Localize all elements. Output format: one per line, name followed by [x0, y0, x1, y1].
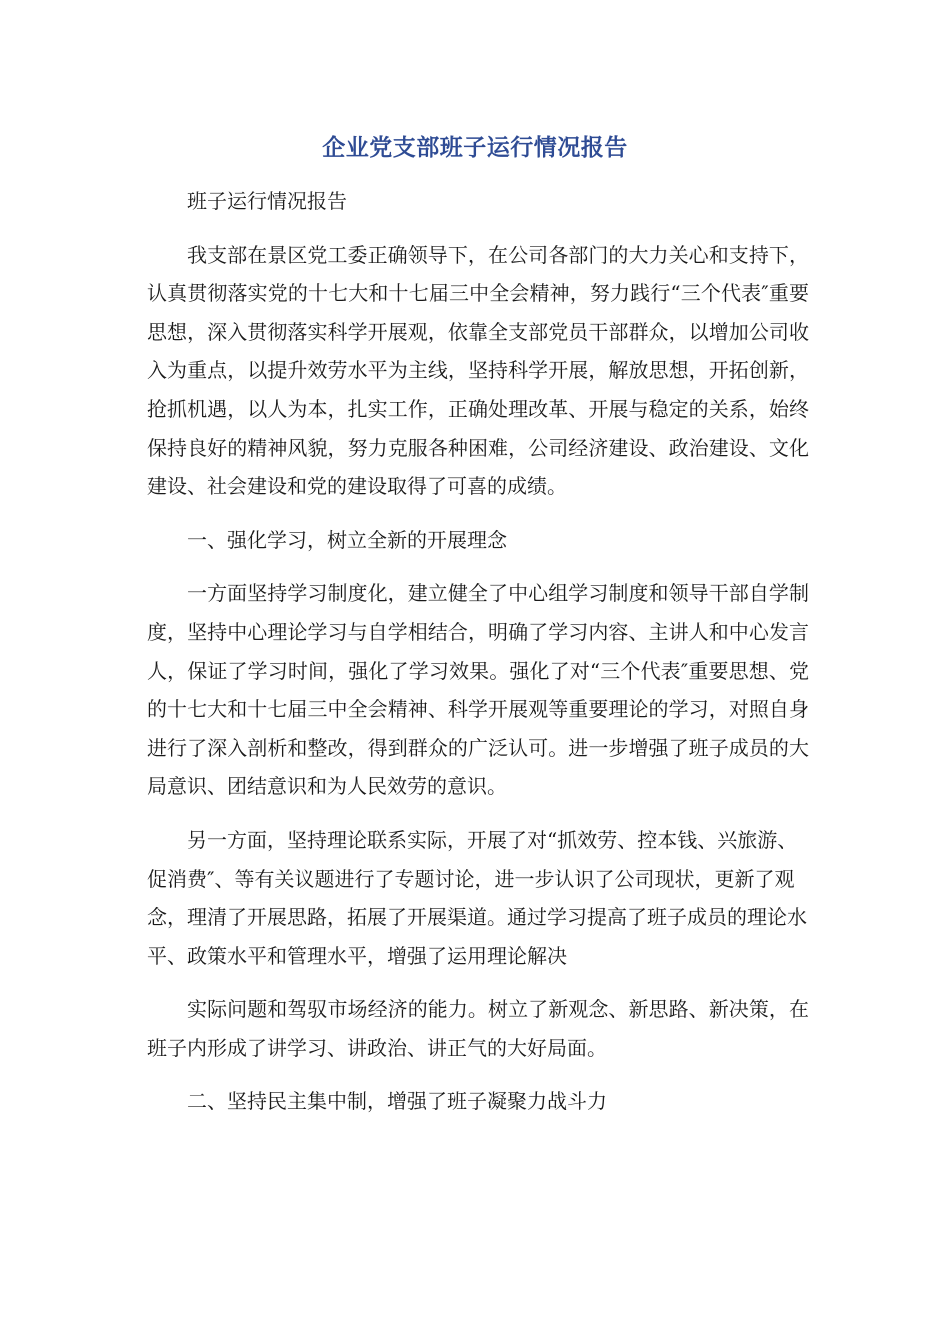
body-paragraph: 实际问题和驾驭市场经济的能力。树立了新观念、新思路、新决策，在班子内形成了讲学习、讲政治、讲正气的大好局面。 [147, 997, 809, 1060]
document-title: 企业党支部班子运行情况报告 [322, 135, 628, 161]
body-paragraph: 一方面坚持学习制度化，建立健全了中心组学习制度和领导干部自学制度，坚持中心理论学习与自学相结合，明确了学习内容、主讲人和中心发言人，保证了学习时间，强化了学习效果。强化了对“三个代表″重要思想、党的十七大和十七届三中全会精神、科学开展观等重要理论的学习，对照自身进行了深入剖析和整改，得到群众的广泛认可。进一步增强了班子成员的大局意识、团结意识和为人民效劳的意识。 [147, 581, 809, 799]
intro-paragraph: 我支部在景区党工委正确领导下，在公司各部门的大力关心和支持下，认真贯彻落实党的十七大和十七届三中全会精神，努力践行“三个代表″重要思想，深入贯彻落实科学开展观，依靠全支部党员干部群众，以增加公司收入为重点，以提升效劳水平为主线，坚持科学开展，解放思想，开拓创新，抢抓机遇，以人为本，扎实工作，正确处理改革、开展与稳定的关系，始终保持良好的精神风貌，努力克服各种困难，公司经济建设、政治建设、文化建设、社会建设和党的建设取得了可喜的成绩。 [147, 242, 809, 499]
body-paragraph: 另一方面，坚持理论联系实际，开展了对“抓效劳、控本钱、兴旅游、促消费″、等有关议题进行了专题讨论，进一步认识了公司现状，更新了观念，理清了开展思路，拓展了开展渠道。通过学习提高了班子成员的理论水平、政策水平和管理水平，增强了运用理论解决 [147, 827, 807, 968]
subtitle-paragraph: 班子运行情况报告 [187, 189, 347, 213]
section-heading-1: 一、强化学习，树立全新的开展理念 [187, 527, 507, 552]
document-body [147, 182, 809, 1136]
section-heading-2: 二、坚持民主集中制，增强了班子凝聚力战斗力 [187, 1089, 607, 1114]
